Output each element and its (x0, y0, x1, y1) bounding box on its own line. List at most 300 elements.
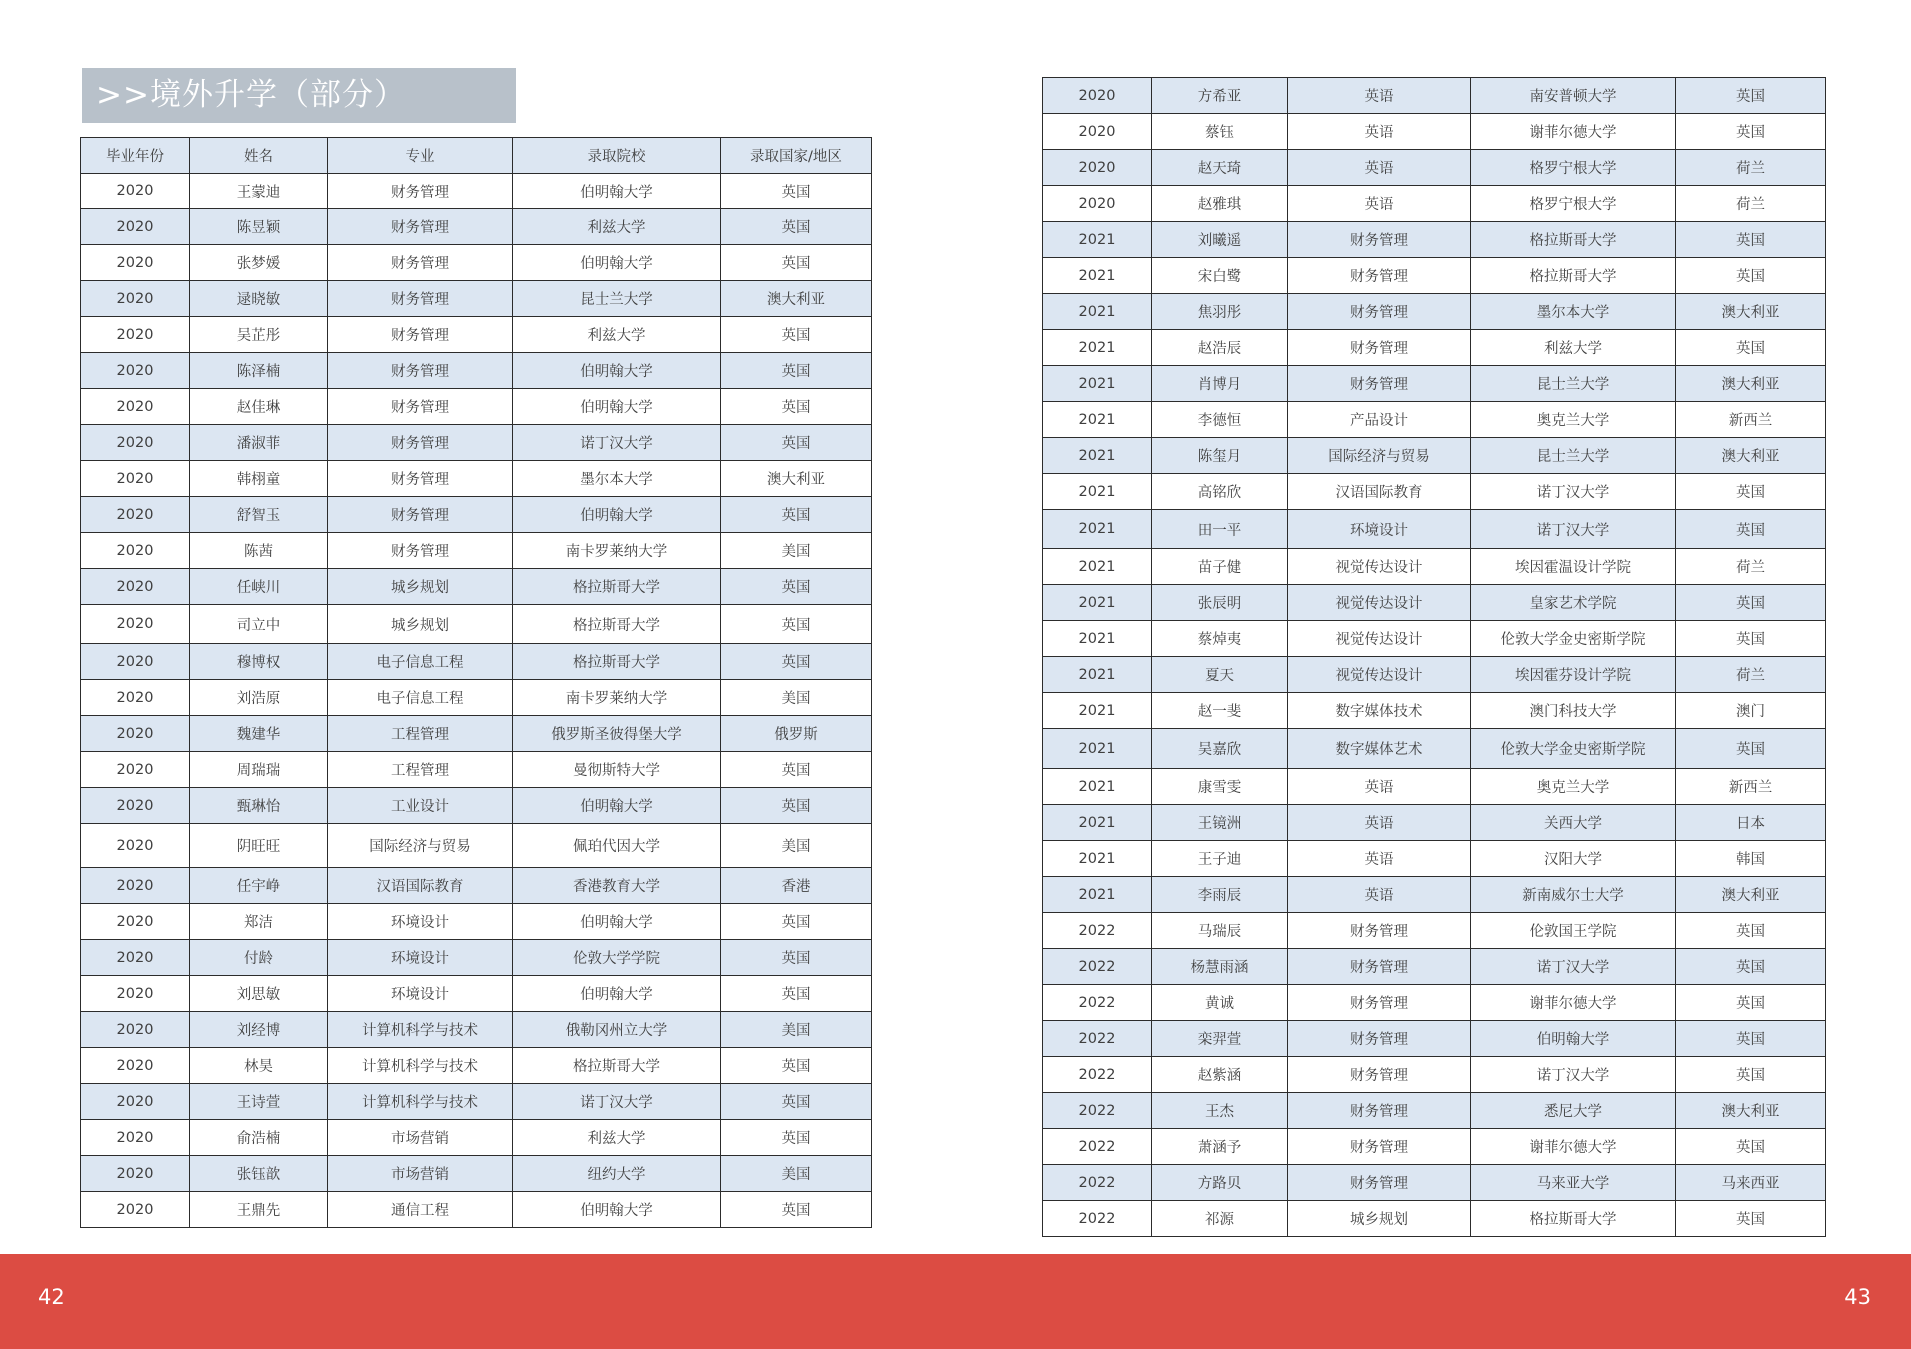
cell-major: 市场营销 (328, 1120, 513, 1156)
cell-school: 诺丁汉大学 (513, 425, 721, 461)
cell-country: 英国 (721, 569, 872, 605)
cell-name: 康雪雯 (1152, 769, 1288, 805)
cell-country: 澳大利亚 (721, 461, 872, 497)
table-row (81, 644, 872, 680)
table-row (1043, 877, 1826, 913)
table-row (1043, 510, 1826, 549)
cell-country: 英国 (721, 209, 872, 245)
cell-name: 刘浩原 (190, 680, 328, 716)
cell-school: 奥克兰大学 (1471, 402, 1676, 438)
cell-major: 英语 (1288, 841, 1471, 877)
cell-major: 数字媒体艺术 (1288, 729, 1471, 769)
cell-country: 荷兰 (1676, 186, 1826, 222)
cell-year: 2021 (1043, 805, 1152, 841)
cell-school: 伯明翰大学 (513, 245, 721, 281)
cell-school: 谢菲尔德大学 (1471, 1129, 1676, 1165)
cell-year: 2021 (1043, 877, 1152, 913)
table-row (1043, 805, 1826, 841)
cell-school: 悉尼大学 (1471, 1093, 1676, 1129)
cell-school: 伯明翰大学 (513, 976, 721, 1012)
cell-major: 财务管理 (328, 497, 513, 533)
cell-school: 利兹大学 (513, 209, 721, 245)
cell-year: 2020 (81, 533, 190, 569)
cell-year: 2020 (81, 425, 190, 461)
table-row (1043, 186, 1826, 222)
cell-name: 韩栩童 (190, 461, 328, 497)
cell-major: 财务管理 (1288, 949, 1471, 985)
cell-country: 英国 (721, 353, 872, 389)
table-row (1043, 657, 1826, 693)
cell-year: 2020 (81, 1192, 190, 1228)
table-row (81, 245, 872, 281)
table-row (1043, 1129, 1826, 1165)
cell-year: 2020 (81, 1120, 190, 1156)
cell-school: 香港教育大学 (513, 868, 721, 904)
cell-major: 工程管理 (328, 752, 513, 788)
cell-year: 2021 (1043, 438, 1152, 474)
table-row (81, 425, 872, 461)
cell-major: 英语 (1288, 769, 1471, 805)
cell-name: 逯晓敏 (190, 281, 328, 317)
cell-major: 城乡规划 (328, 605, 513, 644)
cell-major: 计算机科学与技术 (328, 1084, 513, 1120)
table-row (1043, 222, 1826, 258)
cell-school: 伯明翰大学 (513, 788, 721, 824)
cell-country: 英国 (1676, 258, 1826, 294)
cell-major: 数字媒体技术 (1288, 693, 1471, 729)
cell-school: 南安普顿大学 (1471, 78, 1676, 114)
cell-year: 2020 (1043, 186, 1152, 222)
cell-major: 市场营销 (328, 1156, 513, 1192)
page-number-right: 43 (1844, 1285, 1871, 1309)
header-major: 专业 (328, 138, 513, 174)
cell-year: 2022 (1043, 1093, 1152, 1129)
cell-name: 张辰明 (1152, 585, 1288, 621)
cell-country: 英国 (1676, 729, 1826, 769)
cell-country: 澳门 (1676, 693, 1826, 729)
table-row (81, 940, 872, 976)
cell-major: 财务管理 (328, 317, 513, 353)
cell-year: 2020 (81, 317, 190, 353)
cell-school: 伦敦大学金史密斯学院 (1471, 729, 1676, 769)
cell-major: 财务管理 (1288, 1057, 1471, 1093)
cell-school: 伯明翰大学 (513, 174, 721, 209)
cell-name: 赵浩辰 (1152, 330, 1288, 366)
cell-year: 2022 (1043, 949, 1152, 985)
cell-name: 夏天 (1152, 657, 1288, 693)
cell-school: 埃因霍温设计学院 (1471, 549, 1676, 585)
table-row (81, 788, 872, 824)
cell-country: 俄罗斯 (721, 716, 872, 752)
cell-name: 李德恒 (1152, 402, 1288, 438)
cell-name: 王蒙迪 (190, 174, 328, 209)
cell-school: 伯明翰大学 (513, 497, 721, 533)
cell-school: 埃因霍芬设计学院 (1471, 657, 1676, 693)
cell-name: 田一平 (1152, 510, 1288, 549)
cell-major: 环境设计 (328, 904, 513, 940)
cell-school: 利兹大学 (1471, 330, 1676, 366)
table-row (81, 281, 872, 317)
cell-country: 英国 (1676, 1129, 1826, 1165)
cell-school: 格拉斯哥大学 (1471, 258, 1676, 294)
cell-country: 澳大利亚 (1676, 877, 1826, 913)
cell-school: 谢菲尔德大学 (1471, 985, 1676, 1021)
header-name: 姓名 (190, 138, 328, 174)
cell-name: 甄琳怡 (190, 788, 328, 824)
table-row (1043, 294, 1826, 330)
cell-major: 城乡规划 (1288, 1201, 1471, 1237)
cell-name: 方希亚 (1152, 78, 1288, 114)
cell-country: 英国 (721, 174, 872, 209)
cell-name: 高铭欣 (1152, 474, 1288, 510)
cell-school: 墨尔本大学 (513, 461, 721, 497)
cell-school: 格拉斯哥大学 (1471, 1201, 1676, 1237)
cell-major: 财务管理 (328, 533, 513, 569)
cell-school: 格拉斯哥大学 (513, 569, 721, 605)
cell-year: 2020 (81, 245, 190, 281)
cell-year: 2020 (1043, 150, 1152, 186)
cell-year: 2020 (81, 940, 190, 976)
cell-name: 陈泽楠 (190, 353, 328, 389)
cell-year: 2022 (1043, 1201, 1152, 1237)
cell-major: 财务管理 (1288, 913, 1471, 949)
table-row (81, 461, 872, 497)
cell-country: 英国 (721, 245, 872, 281)
cell-school: 利兹大学 (513, 317, 721, 353)
cell-year: 2020 (81, 1012, 190, 1048)
cell-name: 马瑞辰 (1152, 913, 1288, 949)
cell-school: 伯明翰大学 (513, 904, 721, 940)
table-row (81, 976, 872, 1012)
cell-year: 2021 (1043, 510, 1152, 549)
table-row (1043, 150, 1826, 186)
cell-school: 昆士兰大学 (1471, 366, 1676, 402)
cell-school: 利兹大学 (513, 1120, 721, 1156)
cell-year: 2021 (1043, 222, 1152, 258)
cell-name: 任峡川 (190, 569, 328, 605)
cell-school: 格罗宁根大学 (1471, 186, 1676, 222)
cell-country: 韩国 (1676, 841, 1826, 877)
cell-major: 电子信息工程 (328, 680, 513, 716)
left-admissions-table (80, 137, 872, 1228)
header-country: 录取国家/地区 (721, 138, 872, 174)
cell-year: 2022 (1043, 913, 1152, 949)
table-row (1043, 1093, 1826, 1129)
cell-year: 2020 (81, 389, 190, 425)
cell-year: 2021 (1043, 258, 1152, 294)
table-row (1043, 985, 1826, 1021)
table-row (81, 824, 872, 868)
cell-school: 俄罗斯圣彼得堡大学 (513, 716, 721, 752)
table-row (1043, 841, 1826, 877)
cell-name: 赵天琦 (1152, 150, 1288, 186)
cell-school: 谢菲尔德大学 (1471, 114, 1676, 150)
cell-year: 2022 (1043, 985, 1152, 1021)
cell-country: 美国 (721, 824, 872, 868)
cell-year: 2022 (1043, 1057, 1152, 1093)
cell-country: 英国 (721, 1192, 872, 1228)
cell-country: 英国 (721, 904, 872, 940)
cell-name: 祁源 (1152, 1201, 1288, 1237)
table-row (81, 209, 872, 245)
cell-major: 环境设计 (328, 940, 513, 976)
cell-school: 伯明翰大学 (1471, 1021, 1676, 1057)
cell-country: 英国 (721, 752, 872, 788)
cell-major: 产品设计 (1288, 402, 1471, 438)
cell-school: 纽约大学 (513, 1156, 721, 1192)
cell-country: 英国 (721, 317, 872, 353)
table-row (1043, 729, 1826, 769)
cell-country: 英国 (721, 644, 872, 680)
cell-name: 赵雅琪 (1152, 186, 1288, 222)
cell-major: 视觉传达设计 (1288, 657, 1471, 693)
cell-country: 新西兰 (1676, 402, 1826, 438)
cell-major: 财务管理 (1288, 1093, 1471, 1129)
cell-year: 2020 (81, 281, 190, 317)
cell-name: 吴嘉欣 (1152, 729, 1288, 769)
cell-school: 汉阳大学 (1471, 841, 1676, 877)
cell-name: 刘经博 (190, 1012, 328, 1048)
cell-year: 2021 (1043, 621, 1152, 657)
table-row (81, 716, 872, 752)
cell-major: 电子信息工程 (328, 644, 513, 680)
cell-year: 2021 (1043, 402, 1152, 438)
cell-school: 格拉斯哥大学 (1471, 222, 1676, 258)
table-row (1043, 585, 1826, 621)
table-row (81, 1156, 872, 1192)
cell-country: 英国 (1676, 1057, 1826, 1093)
cell-major: 财务管理 (1288, 1129, 1471, 1165)
table-row (1043, 438, 1826, 474)
cell-major: 财务管理 (328, 209, 513, 245)
cell-name: 魏建华 (190, 716, 328, 752)
cell-school: 诺丁汉大学 (1471, 1057, 1676, 1093)
cell-year: 2020 (81, 680, 190, 716)
cell-country: 英国 (721, 425, 872, 461)
cell-major: 城乡规划 (328, 569, 513, 605)
cell-name: 栾羿萱 (1152, 1021, 1288, 1057)
cell-school: 伯明翰大学 (513, 1192, 721, 1228)
cell-name: 王鼎先 (190, 1192, 328, 1228)
cell-name: 周瑞瑞 (190, 752, 328, 788)
cell-name: 宋白鹭 (1152, 258, 1288, 294)
cell-year: 2020 (81, 824, 190, 868)
cell-school: 格拉斯哥大学 (513, 605, 721, 644)
table-row (1043, 78, 1826, 114)
cell-major: 财务管理 (1288, 1021, 1471, 1057)
cell-major: 财务管理 (1288, 985, 1471, 1021)
cell-year: 2020 (81, 209, 190, 245)
cell-country: 英国 (721, 1084, 872, 1120)
cell-major: 视觉传达设计 (1288, 621, 1471, 657)
cell-school: 皇家艺术学院 (1471, 585, 1676, 621)
header-school: 录取院校 (513, 138, 721, 174)
cell-country: 英国 (1676, 985, 1826, 1021)
cell-school: 伦敦大学金史密斯学院 (1471, 621, 1676, 657)
cell-year: 2020 (81, 497, 190, 533)
cell-year: 2021 (1043, 366, 1152, 402)
cell-year: 2021 (1043, 294, 1152, 330)
cell-year: 2021 (1043, 330, 1152, 366)
table-row (81, 752, 872, 788)
cell-name: 陈茜 (190, 533, 328, 569)
cell-name: 肖博月 (1152, 366, 1288, 402)
cell-school: 曼彻斯特大学 (513, 752, 721, 788)
table-row (81, 389, 872, 425)
cell-school: 昆士兰大学 (513, 281, 721, 317)
cell-school: 伦敦大学学院 (513, 940, 721, 976)
cell-major: 视觉传达设计 (1288, 549, 1471, 585)
table-row (1043, 621, 1826, 657)
cell-major: 工程管理 (328, 716, 513, 752)
cell-year: 2020 (81, 1156, 190, 1192)
table-row (1043, 258, 1826, 294)
cell-year: 2020 (1043, 114, 1152, 150)
cell-school: 伯明翰大学 (513, 389, 721, 425)
cell-major: 财务管理 (328, 245, 513, 281)
table-row (81, 533, 872, 569)
right-admissions-table (1042, 77, 1826, 1237)
cell-school: 澳门科技大学 (1471, 693, 1676, 729)
cell-school: 新南威尔士大学 (1471, 877, 1676, 913)
cell-country: 英国 (1676, 222, 1826, 258)
cell-year: 2021 (1043, 729, 1152, 769)
table-row (81, 1120, 872, 1156)
cell-school: 马来亚大学 (1471, 1165, 1676, 1201)
cell-country: 英国 (721, 940, 872, 976)
cell-school: 诺丁汉大学 (1471, 474, 1676, 510)
cell-school: 伯明翰大学 (513, 353, 721, 389)
cell-name: 王镜洲 (1152, 805, 1288, 841)
cell-year: 2021 (1043, 769, 1152, 805)
cell-name: 方路贝 (1152, 1165, 1288, 1201)
cell-school: 奥克兰大学 (1471, 769, 1676, 805)
cell-major: 财务管理 (328, 425, 513, 461)
cell-country: 美国 (721, 1156, 872, 1192)
cell-year: 2020 (81, 788, 190, 824)
cell-major: 英语 (1288, 805, 1471, 841)
cell-name: 苗子健 (1152, 549, 1288, 585)
table-row (81, 680, 872, 716)
cell-major: 财务管理 (328, 281, 513, 317)
cell-major: 工业设计 (328, 788, 513, 824)
cell-school: 格罗宁根大学 (1471, 150, 1676, 186)
cell-year: 2020 (1043, 78, 1152, 114)
cell-name: 蔡钰 (1152, 114, 1288, 150)
cell-country: 英国 (1676, 114, 1826, 150)
table-row (81, 868, 872, 904)
cell-major: 财务管理 (328, 353, 513, 389)
table-row (1043, 769, 1826, 805)
table-row (1043, 1201, 1826, 1237)
cell-country: 荷兰 (1676, 150, 1826, 186)
cell-school: 昆士兰大学 (1471, 438, 1676, 474)
cell-name: 穆博权 (190, 644, 328, 680)
table-row (1043, 474, 1826, 510)
cell-major: 财务管理 (1288, 258, 1471, 294)
cell-year: 2020 (81, 1048, 190, 1084)
table-row (81, 1012, 872, 1048)
cell-year: 2020 (81, 461, 190, 497)
cell-year: 2021 (1043, 549, 1152, 585)
table-row (81, 605, 872, 644)
cell-name: 赵佳琳 (190, 389, 328, 425)
cell-major: 计算机科学与技术 (328, 1048, 513, 1084)
cell-major: 环境设计 (1288, 510, 1471, 549)
cell-country: 英国 (1676, 913, 1826, 949)
table-row (81, 317, 872, 353)
cell-country: 英国 (1676, 1201, 1826, 1237)
cell-name: 王杰 (1152, 1093, 1288, 1129)
cell-major: 国际经济与贸易 (1288, 438, 1471, 474)
cell-year: 2022 (1043, 1129, 1152, 1165)
cell-country: 英国 (721, 788, 872, 824)
table-row (81, 174, 872, 209)
cell-name: 付龄 (190, 940, 328, 976)
cell-major: 财务管理 (328, 174, 513, 209)
cell-year: 2020 (81, 976, 190, 1012)
cell-country: 英国 (1676, 330, 1826, 366)
cell-school: 格拉斯哥大学 (513, 644, 721, 680)
cell-school: 诺丁汉大学 (513, 1084, 721, 1120)
cell-major: 国际经济与贸易 (328, 824, 513, 868)
cell-major: 环境设计 (328, 976, 513, 1012)
cell-country: 荷兰 (1676, 549, 1826, 585)
cell-year: 2022 (1043, 1021, 1152, 1057)
cell-country: 英国 (721, 1048, 872, 1084)
cell-name: 吴芷彤 (190, 317, 328, 353)
cell-country: 英国 (721, 605, 872, 644)
cell-major: 通信工程 (328, 1192, 513, 1228)
cell-major: 英语 (1288, 186, 1471, 222)
table-row (1043, 1021, 1826, 1057)
table-row (81, 569, 872, 605)
cell-school: 格拉斯哥大学 (513, 1048, 721, 1084)
cell-major: 汉语国际教育 (1288, 474, 1471, 510)
cell-country: 英国 (1676, 621, 1826, 657)
cell-major: 财务管理 (328, 389, 513, 425)
cell-major: 视觉传达设计 (1288, 585, 1471, 621)
cell-name: 焦羽彤 (1152, 294, 1288, 330)
cell-name: 舒智玉 (190, 497, 328, 533)
cell-major: 财务管理 (1288, 330, 1471, 366)
cell-country: 英国 (1676, 1021, 1826, 1057)
cell-country: 马来西亚 (1676, 1165, 1826, 1201)
cell-name: 张钰歆 (190, 1156, 328, 1192)
cell-country: 日本 (1676, 805, 1826, 841)
cell-name: 陈玺月 (1152, 438, 1288, 474)
cell-school: 诺丁汉大学 (1471, 510, 1676, 549)
table-row (81, 497, 872, 533)
cell-year: 2020 (81, 1084, 190, 1120)
cell-country: 美国 (721, 680, 872, 716)
cell-year: 2020 (81, 752, 190, 788)
section-title: >>境外升学（部分） (82, 68, 516, 123)
cell-name: 杨慧雨涵 (1152, 949, 1288, 985)
cell-major: 英语 (1288, 78, 1471, 114)
table-row (1043, 402, 1826, 438)
cell-name: 王诗萱 (190, 1084, 328, 1120)
page-footer-band (0, 1254, 1911, 1349)
cell-name: 张梦媛 (190, 245, 328, 281)
cell-year: 2021 (1043, 585, 1152, 621)
cell-major: 英语 (1288, 877, 1471, 913)
table-header-row (81, 138, 872, 174)
cell-name: 萧涵予 (1152, 1129, 1288, 1165)
table-row (81, 1192, 872, 1228)
table-row (81, 1084, 872, 1120)
cell-name: 潘淑菲 (190, 425, 328, 461)
